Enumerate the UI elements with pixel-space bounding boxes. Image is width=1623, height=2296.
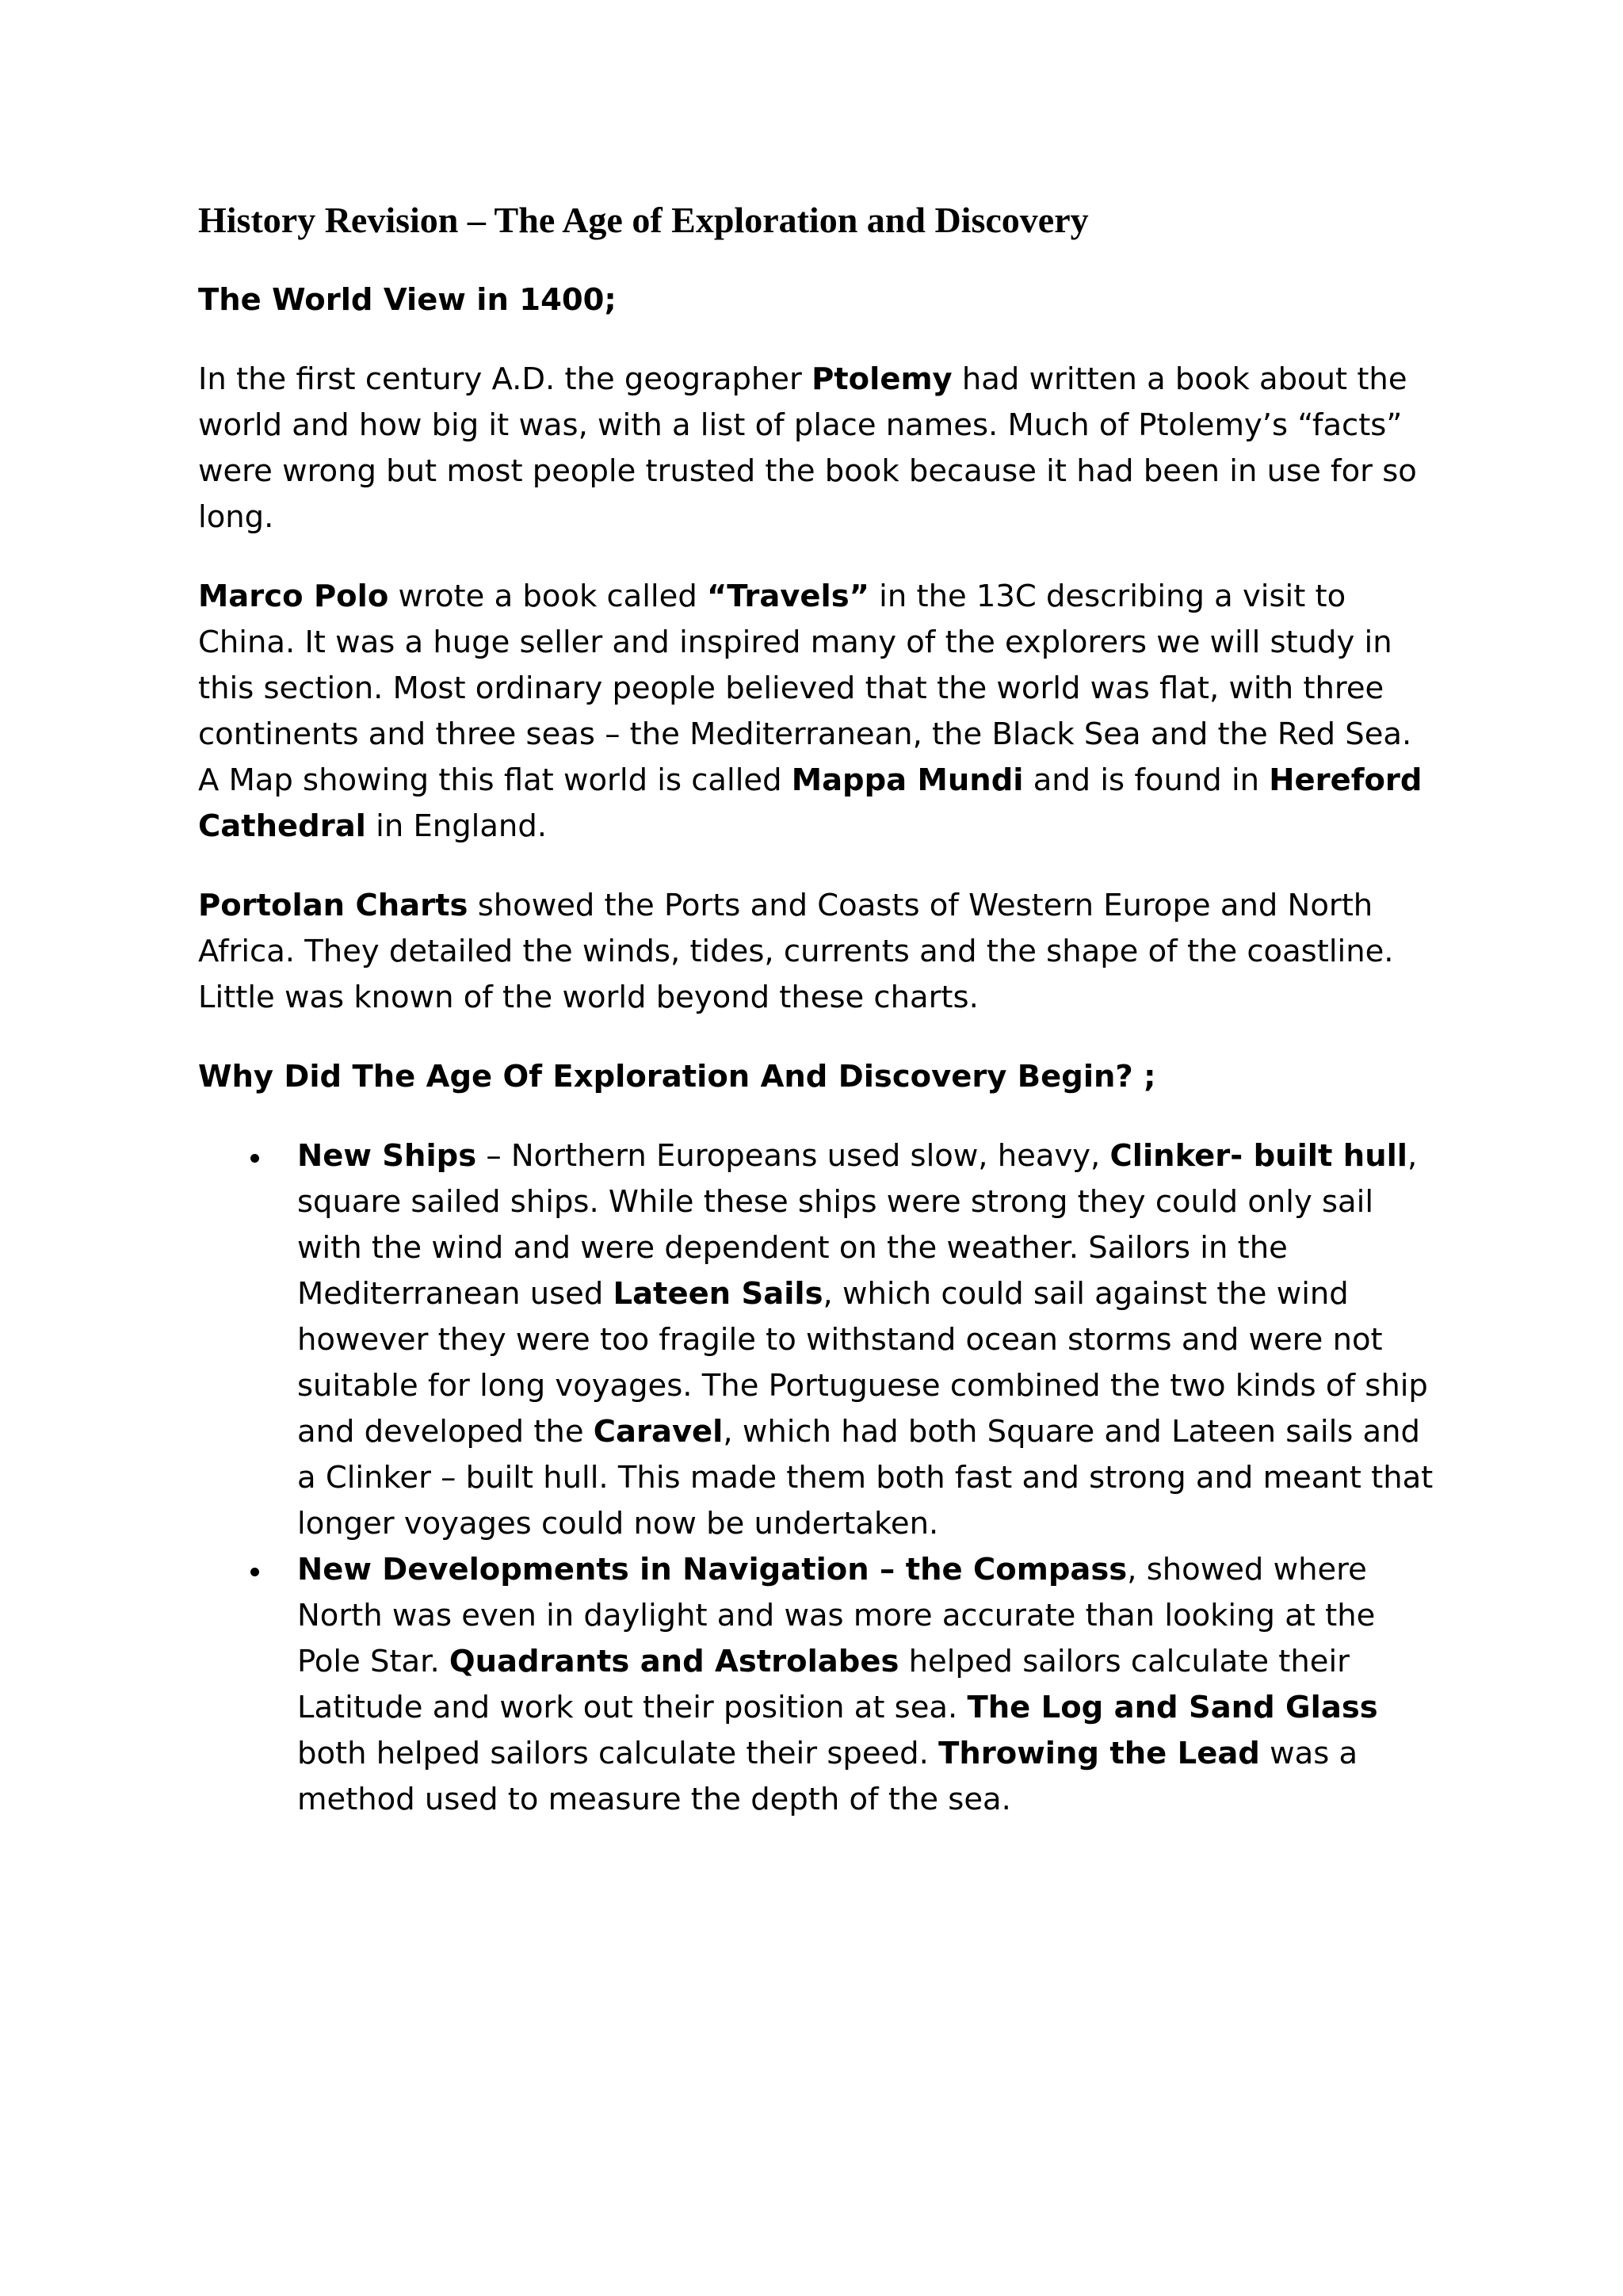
bold-term: Clinker- built hull [1109,1138,1408,1174]
bold-term: Hereford Cathedral [198,762,1423,844]
text-run: and is found in [1023,762,1270,798]
bold-term: New Ships [297,1138,477,1174]
paragraph-marco-polo [198,574,1434,850]
bold-term: Portolan Charts [198,888,468,923]
list-item-new-ships [198,1133,1434,1547]
page-title: History Revision – The Age of Exploration and Discovery [198,200,1089,240]
text-run: wrote a book called [388,579,707,614]
bold-term: New Developments in Navigation – the Compass [297,1552,1128,1587]
document-body [198,195,1434,1823]
text-run: helped sailors calculate their Latitude and work out their position at sea. [297,1644,1350,1725]
text-run: both helped sailors calculate their speed. [297,1736,939,1771]
paragraph-portolan-charts [198,883,1434,1021]
bold-term: The Log and Sand Glass [967,1690,1378,1725]
text-run: in the 13C describing a visit to China. It was a huge seller and inspired many of the explorers we will study in this section. Most ordinary people believed that the world was flat, with three continents and three seas – the Mediterranean, the Black Sea and the Red Sea. A Map showing this flat world is called [198,579,1412,798]
text-run: showed the Ports and Coasts of Western Europe and North Africa. They detailed the winds, tides, currents and the shape of the coastline. Little was known of the world beyond these charts. [198,888,1394,1015]
bold-term: Throwing the Lead [938,1736,1260,1771]
text-run: , showed where North was even in daylight and was more accurate than looking at the Pole Star. [297,1552,1376,1679]
text-run: , square sailed ships. While these ships were strong they could only sail with the wind and were dependent on the weather. Sailors in the Mediterranean used [297,1138,1418,1312]
bold-term: Marco Polo [198,579,389,614]
bold-term: Quadrants and Astrolabes [449,1644,899,1679]
paragraph-ptolemy [198,357,1434,541]
list-item-navigation [198,1547,1434,1823]
bold-term: “Travels” [707,579,869,614]
text-run: in England. [365,808,547,844]
reasons-list [198,1133,1434,1823]
text-run: was a method used to measure the depth of the sea. [297,1736,1358,1817]
text-run: – Northern Europeans used slow, heavy, [476,1138,1110,1174]
bullet-icon [250,1154,259,1163]
bold-term: Caravel [593,1414,724,1450]
section-heading-world-view: The World View in 1400; [198,282,617,318]
bold-term: Lateen Sails [613,1276,823,1312]
bold-term: Mappa Mundi [791,762,1024,798]
text-run: In the first century A.D. the geographer [198,361,812,397]
list-item-text [297,1552,1378,1817]
text-run: , which could sail against the wind however they were too fragile to withstand ocean storms and were not suitable for long voyages. The Portuguese combined the two kinds of ship and developed the [297,1276,1428,1450]
list-item-text [297,1138,1433,1541]
bullet-icon [250,1568,259,1576]
bold-term: Ptolemy [812,361,953,397]
text-run: had written a book about the world and how big it was, with a list of place names. Much of Ptolemy’s “facts” were wrong but most people trusted the book because it had been in use for so long. [198,361,1417,535]
text-run: , which had both Square and Lateen sails and a Clinker – built hull. This made them both fast and strong and meant that longer voyages could now be undertaken. [297,1414,1434,1541]
section-heading-why-begin: Why Did The Age Of Exploration And Discovery Begin? ; [198,1059,1156,1095]
